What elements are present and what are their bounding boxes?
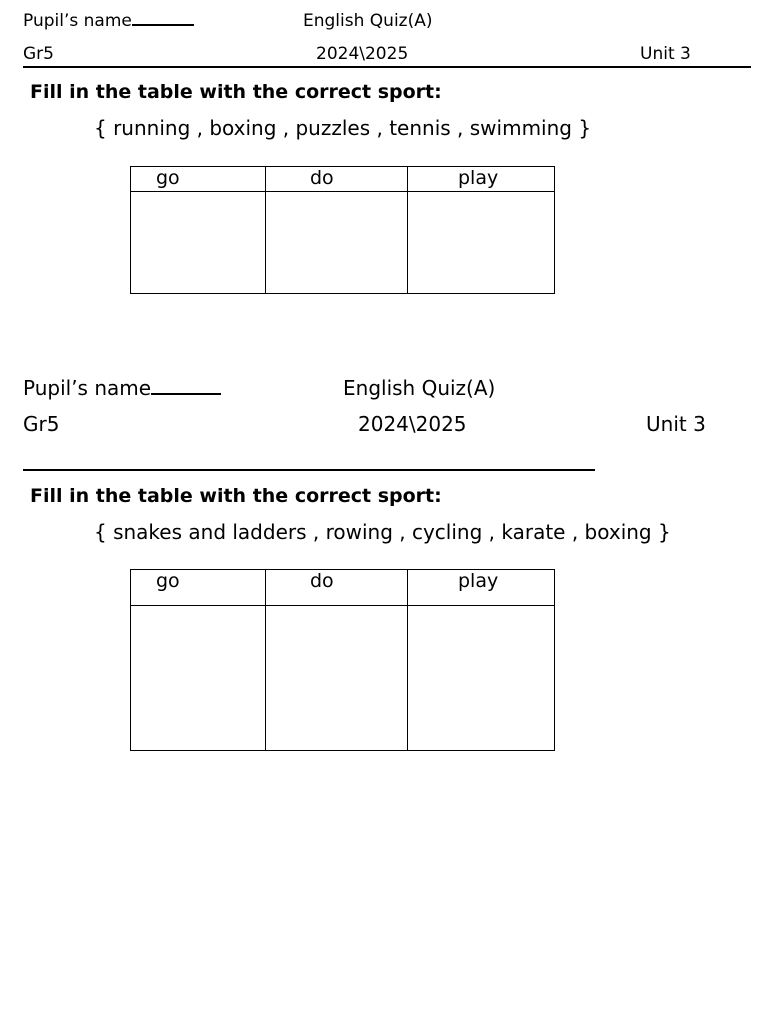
school-year: 2024\2025: [358, 412, 467, 436]
answer-cell-play[interactable]: [408, 192, 555, 294]
column-header-do: do: [266, 570, 408, 606]
answer-table: [130, 166, 555, 294]
answer-cell-do[interactable]: [266, 606, 408, 751]
answer-table: [130, 569, 555, 751]
column-header-go: go: [131, 167, 266, 192]
column-header-do: do: [266, 167, 408, 192]
answer-cell-go[interactable]: [131, 606, 266, 751]
quiz-title: English Quiz(A): [303, 11, 433, 31]
word-bank: { snakes and ladders , rowing , cycling , karate , boxing }: [94, 520, 671, 544]
header-divider: [23, 469, 595, 471]
instruction: Fill in the table with the correct sport:: [30, 485, 442, 507]
answer-cell-play[interactable]: [408, 606, 555, 751]
pupil-name-blank[interactable]: [151, 392, 221, 395]
unit-label: Unit 3: [646, 412, 706, 436]
pupil-name-blank[interactable]: [132, 23, 194, 26]
instruction: Fill in the table with the correct sport:: [30, 81, 442, 103]
column-header-play: play: [408, 570, 555, 606]
answer-cell-do[interactable]: [266, 192, 408, 294]
unit-label: Unit 3: [640, 44, 691, 64]
column-header-go: go: [131, 570, 266, 606]
grade-label: Gr5: [23, 44, 54, 64]
pupil-name-label: Pupil’s name: [23, 11, 194, 31]
word-bank: { running , boxing , puzzles , tennis , swimming }: [94, 116, 592, 140]
grade-label: Gr5: [23, 412, 60, 436]
pupil-name-label: Pupil’s name: [23, 376, 221, 400]
header-divider: [23, 66, 751, 68]
column-header-play: play: [408, 167, 555, 192]
school-year: 2024\2025: [316, 44, 409, 64]
answer-cell-go[interactable]: [131, 192, 266, 294]
quiz-title: English Quiz(A): [343, 376, 496, 400]
